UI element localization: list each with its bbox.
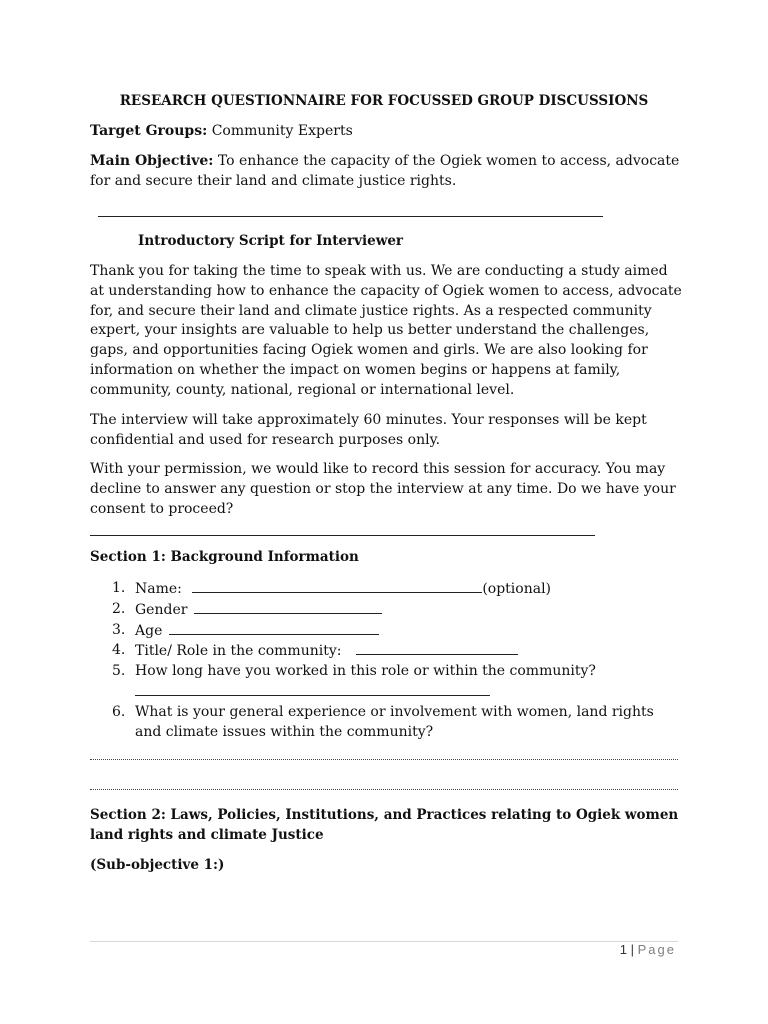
- intro-heading: Introductory Script for Interviewer: [138, 233, 404, 249]
- list-item: 4. Title/ Role in the community:: [90, 641, 690, 662]
- main-objective-label: Main Objective:: [90, 153, 214, 169]
- background-questions-list: [90, 579, 690, 742]
- target-groups-line: [90, 122, 686, 142]
- list-item: 3. Age: [90, 621, 690, 642]
- divider-line: [98, 216, 603, 217]
- list-item: 1. Name: (optional): [112, 580, 552, 597]
- question-label: What is your general experience or involvement with women, land rights and climate issues within the community?: [135, 703, 654, 740]
- page-label: Page: [637, 942, 676, 957]
- answer-dotted-line[interactable]: [90, 789, 678, 790]
- intro-paragraph-3: With your permission, we would like to record this session for accuracy. You may decline to answer any question or stop the interview at any time. Do we have your consent to proceed?: [90, 461, 676, 517]
- target-groups-value: Community Experts: [211, 123, 353, 139]
- tenure-answer-field[interactable]: [135, 682, 490, 696]
- question-label: Name:: [135, 581, 182, 597]
- question-label: How long have you worked in this role or within the community?: [135, 663, 596, 680]
- divider-line: [90, 535, 595, 536]
- page-footer: [620, 942, 676, 957]
- section1-heading: Section 1: Background Information: [90, 549, 359, 565]
- age-answer-field[interactable]: [169, 621, 379, 635]
- section2-heading: Section 2: Laws, Policies, Institutions, and Practices relating to Ogiek women land rights and climate Justice: [90, 807, 679, 843]
- target-groups-label: Target Groups:: [90, 123, 208, 139]
- intro-paragraph-1: Thank you for taking the time to speak with us. We are conducting a study aimed at understanding how to enhance the capacity of Ogiek women to access, advocate for, and secure their land and climate justice rights. As a respected community expert, your insights are valuable to help us better understand the challenges, gaps, and opportunities facing Ogiek women and girls. We are also looking for information on whether the impact on women begins or happens at family, community, county, national, regional or international level.: [90, 263, 682, 398]
- main-objective-value: To enhance the capacity of the Ogiek women to access, advocate for and secure their land and climate justice rights.: [90, 153, 680, 189]
- list-item: 5. How long have you worked in this role or within the community?: [90, 662, 690, 703]
- optional-note: (optional): [482, 581, 552, 597]
- list-item: 6. What is your general experience or involvement with women, land rights and climate issues within the community?: [112, 703, 654, 740]
- question-label: Title/ Role in the community:: [135, 643, 342, 660]
- answer-dotted-line[interactable]: [90, 759, 678, 760]
- page-number: 1: [619, 942, 627, 957]
- document-title: RESEARCH QUESTIONNAIRE FOR FOCUSSED GROUP DISCUSSIONS: [119, 93, 649, 109]
- footer-separator: |: [630, 942, 634, 957]
- footer-divider: [90, 941, 678, 942]
- list-item: 2. Gender: [90, 600, 690, 621]
- gender-answer-field[interactable]: [194, 600, 382, 614]
- intro-paragraph-2: The interview will take approximately 60 minutes. Your responses will be kept confidential and used for research purposes only.: [90, 412, 647, 448]
- question-label: Gender: [135, 601, 188, 618]
- main-objective-line: [90, 152, 686, 192]
- section2-subheading: (Sub-objective 1:): [90, 857, 225, 873]
- role-answer-field[interactable]: [356, 641, 518, 655]
- name-answer-field[interactable]: [192, 579, 482, 593]
- question-label: Age: [135, 622, 163, 639]
